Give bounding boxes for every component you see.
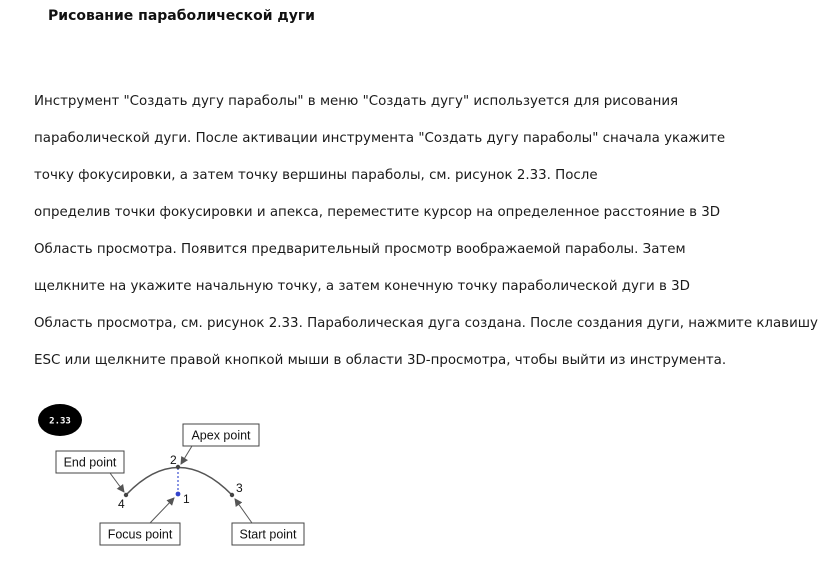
start-point-callout bbox=[232, 499, 304, 545]
paragraph-line: ESC или щелкните правой кнопкой мыши в области 3D-просмотра, чтобы выйти из инструмента. bbox=[34, 353, 727, 368]
end-point-callout bbox=[56, 451, 124, 492]
paragraph-line: Область просмотра. Появится предварительный просмотр воображаемой параболы. Затем bbox=[34, 242, 686, 257]
paragraph-line: Инструмент "Создать дугу параболы" в меню "Создать дугу" используется для рисования bbox=[34, 94, 679, 109]
point-number-1: 1 bbox=[183, 492, 190, 506]
paragraph-line: Область просмотра, см. рисунок 2.33. Параболическая дуга создана. После создания дуги, нажмите клавишу bbox=[34, 316, 818, 331]
paragraph-line: щелкните на укажите начальную точку, а затем конечную точку параболической дуги в 3D bbox=[34, 279, 690, 294]
figure-parabolic-arc bbox=[0, 395, 340, 565]
paragraph-line: параболической дуги. После активации инструмента "Создать дугу параболы" сначала укажите bbox=[34, 131, 726, 146]
end-point-label: End point bbox=[63, 455, 117, 470]
point-number-2: 2 bbox=[170, 453, 177, 467]
section-heading: Рисование параболической дуги bbox=[48, 8, 315, 24]
body-paragraph bbox=[34, 83, 834, 379]
parabolic-arc bbox=[126, 468, 232, 496]
point-number-4: 4 bbox=[118, 497, 125, 511]
paragraph-line: точку фокусировки, а затем точку вершины параболы, см. рисунок 2.33. После bbox=[34, 168, 598, 183]
figure-number-badge bbox=[38, 404, 82, 436]
start-point-marker bbox=[230, 493, 234, 497]
apex-point-callout bbox=[181, 424, 259, 464]
paragraph-line: определив точки фокусировки и апекса, переместите курсор на определенное расстояние в 3D bbox=[34, 205, 721, 220]
focus-point-label: Focus point bbox=[107, 527, 173, 542]
focus-point-callout bbox=[100, 498, 180, 545]
point-number-3: 3 bbox=[236, 481, 243, 495]
focus-point-marker bbox=[176, 492, 181, 497]
figure-number-text: 2.33 bbox=[49, 416, 71, 427]
apex-point-label: Apex point bbox=[191, 428, 251, 443]
start-point-label: Start point bbox=[239, 527, 297, 542]
